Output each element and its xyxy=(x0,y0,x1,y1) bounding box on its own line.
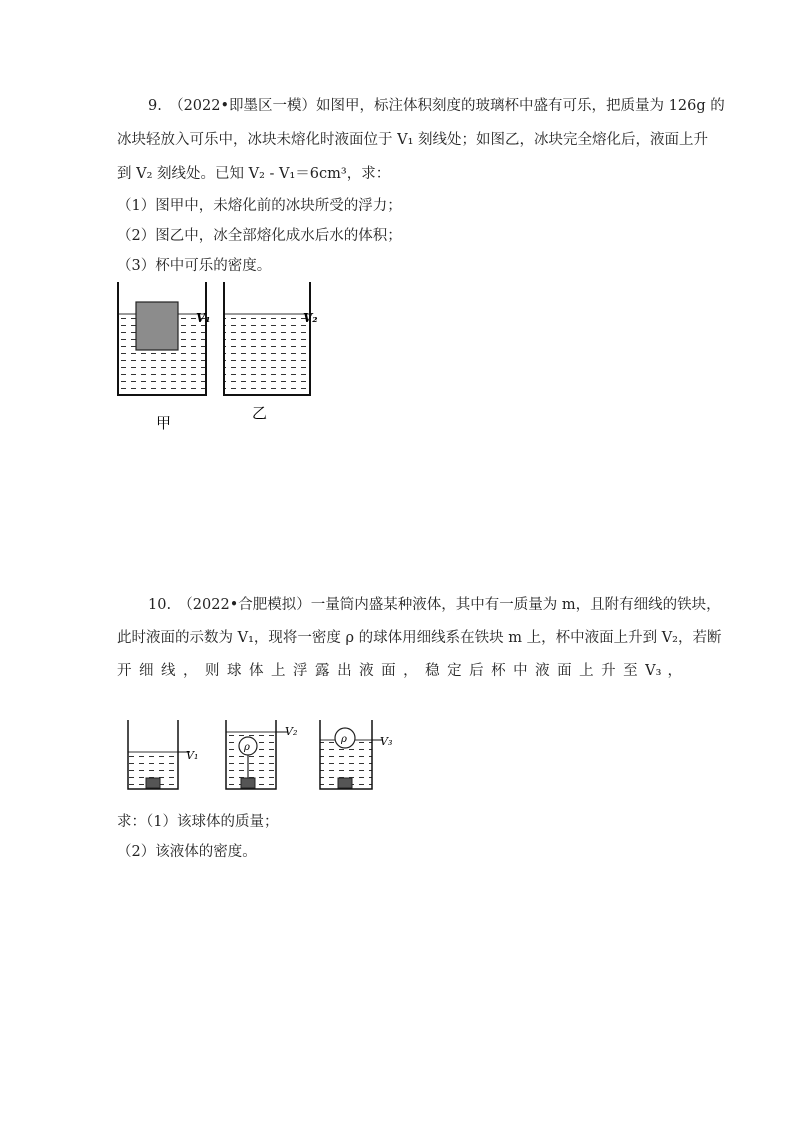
q9-line-1: 9. （2022•即墨区一模）如图甲，标注体积刻度的玻璃杯中盛有可乐，把质量为 126g 的 xyxy=(148,98,725,114)
iron-block-2 xyxy=(241,778,255,788)
q9-line-2: 冰块轻放入可乐中，冰块未熔化时液面位于 V₁ 刻线处；如图乙，冰块完全熔化后，液面上升 xyxy=(117,132,708,148)
rho-3: ρ xyxy=(341,734,347,745)
q10-line-3: 开 细 线 ， 则 球 体 上 浮 露 出 液 面 ， 稳 定 后 杯 中 液 面 上 升 至 V₃ ， xyxy=(117,663,682,679)
beaker-b xyxy=(224,282,310,395)
cylinder-2 xyxy=(226,720,288,789)
q10-line-1: 10. （2022•合肥模拟）一量筒内盛某种液体，其中有一质量为 m，且附有细线的铁块， xyxy=(148,597,721,613)
iron-block-1 xyxy=(146,778,160,788)
rho-2: ρ xyxy=(244,742,250,753)
beaker-a xyxy=(118,282,206,395)
q10-line-2: 此时液面的示数为 V₁，现将一密度 ρ 的球体用细线系在铁块 m 上，杯中液面上升到 V₂，若断 xyxy=(117,630,722,646)
cylinder-1 xyxy=(128,720,190,789)
q9-part-3: （3）杯中可乐的密度。 xyxy=(117,258,272,274)
ice-cube xyxy=(136,302,178,350)
q9-figure xyxy=(110,280,340,440)
q9-part-2: （2）图乙中，冰全部熔化成水后水的体积； xyxy=(117,228,402,244)
label-v1: V₁ xyxy=(196,311,211,325)
q10-ask-2: （2）该液体的密度。 xyxy=(117,844,257,860)
label-v3: V₃ xyxy=(380,735,393,748)
q10-figure xyxy=(118,718,408,796)
q10-ask-1: 求：（1）该球体的质量； xyxy=(117,814,279,830)
cylinder-3 xyxy=(320,720,382,789)
label-v2: V₂ xyxy=(303,311,318,325)
caption-a: 甲 xyxy=(156,414,172,432)
q9-part-1: （1）图甲中，未熔化前的冰块所受的浮力； xyxy=(117,198,402,214)
q9-line-3: 到 V₂ 刻线处。已知 V₂ - V₁＝6cm³，求： xyxy=(117,166,391,182)
label-v1: V₁ xyxy=(186,749,199,762)
label-v2: V₂ xyxy=(285,725,298,738)
caption-b: 乙 xyxy=(252,404,268,422)
iron-block-3 xyxy=(338,778,352,788)
